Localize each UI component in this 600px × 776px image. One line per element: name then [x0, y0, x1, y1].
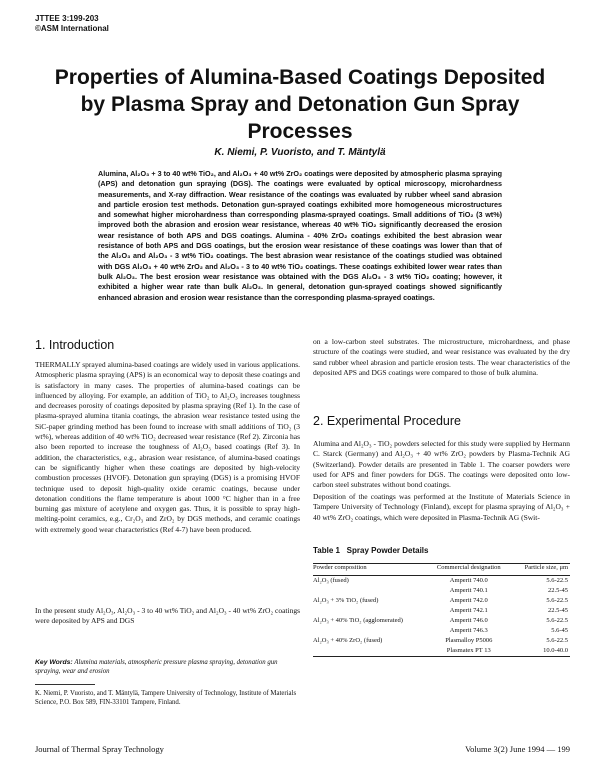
cell [313, 646, 421, 657]
footnote-divider [35, 684, 95, 685]
cell: 5.6-45 [551, 627, 568, 634]
table-caption [313, 546, 428, 555]
authors: K. Niemi, P. Vuoristo, and T. Mäntylä [214, 147, 386, 158]
cell: Plasmatex PT 13 [421, 646, 519, 657]
publisher: ©ASM International [35, 24, 109, 33]
footer-volume: Volume 3(2) June 1994 — 199 [465, 744, 570, 754]
cell: 5.6-22.5 [546, 577, 568, 584]
experimental-paragraph-2: Deposition of the coatings was performed at the Institute of Materials Science in Tampere University of Technology (Finland), except for plasma spraying of Al₂O₃ + 40 wt% ZrO₂ coatings, which were deposited in Plasma-Technik AG (Swit- [313, 492, 570, 522]
paper-title: Properties of Alumina-Based Coatings Deposited by Plasma Spray and Detonation Gun Spray Processes [54, 66, 546, 143]
intro-continued: on a low-carbon steel substrates. The microstructure, microhardness, and phase structure of the coatings were studied, and wear resistance was evaluated by the dry sand rubber wheel abrasion and particle erosion tests. The wear characteristics of the deposited APS and DGS coatings were compared to those of bulk alumina. [313, 337, 570, 377]
cell: Amperit 742.0 [449, 597, 488, 604]
cell: Plasmalloy P5006 [445, 637, 493, 644]
cell: Al₂O₃ + 40% TiO₂ (agglomerated) [313, 617, 403, 624]
header-designation: Commercial designation [421, 564, 519, 576]
cell: 5.6-22.5 [546, 617, 568, 624]
table-row [313, 606, 570, 616]
table-row [313, 636, 570, 646]
cell: Al₂O₃ (fused) [313, 577, 349, 584]
table-title: Spray Powder Details [346, 546, 429, 555]
journal-header [35, 14, 109, 34]
intro-paragraph-1: THERMALLY sprayed alumina-based coatings are widely used in various applications. Atmospheric plasma spraying (APS) is an economical way to deposit these coatings and is satisfactory in many cases. The properties of alumina-based coatings can be influenced by alloying. For example, an addition of TiO₂ to Al₂O₃ increases toughness and decreases porosity of coatings deposited by plasma spraying (Ref 1). In the case of plasma-sprayed alumina titania coatings, the abrasion wear resistance tested using the SiC-paper grinding method has been found to increase with small additions of TiO₂ (3 wt%), whereas addition of 40 wt% TiO₂ decreased wear resistance (Ref 2). Zirconia has also been reported to increase the toughness of Al₂O₃ based coatings (Ref 3). In addition, the characteristics, e.g., abrasion wear resistance, of alumina-based coatings can be significantly higher when these coatings are deposited by high-velocity combustion processes (HVOF). Detonation gun spraying (DGS) is a promising HVOF technique used to deposit high-quality oxide ceramic coatings, because under detonation conditions the flame temperature is about 1000 °C higher than in a free burning gas mixture of acetylene and oxygen gas. Thus, it is possible to spray high-melting-point ceramics, e.g., Cr₂O₃ and ZrO₂ by DGS methods, and ceramic coatings with extremely good wear characteristics (Ref 4-7) have been produced. [35, 360, 300, 534]
cell [313, 626, 421, 636]
table-row [313, 586, 570, 596]
table-row [313, 626, 570, 636]
cell: Amperit 740.1 [449, 587, 488, 594]
cell: 5.6-22.5 [546, 637, 568, 644]
cell: Al₂O₃ + 40% ZrO₂ (fused) [313, 637, 383, 644]
table-row [313, 616, 570, 626]
footer-journal: Journal of Thermal Spray Technology [35, 744, 164, 754]
table-row [313, 576, 570, 587]
journal-code: JTTEE 3:199-203 [35, 14, 99, 23]
section-heading-introduction: 1. Introduction [35, 338, 115, 352]
cell: Al₂O₃ + 3% TiO₂ (fused) [313, 597, 379, 604]
cell: 5.6-22.5 [546, 597, 568, 604]
keywords-text: Alumina materials, atmospheric pressure plasma spraying, detonation gun spraying, wear and erosion [35, 659, 278, 675]
abstract: Alumina, Al₂O₃ + 3 to 40 wt% TiO₂, and Al₂O₃ + 40 wt% ZrO₂ coatings were deposited by atmospheric plasma spraying (APS) and detonation gun spraying (DGS). The coatings were evaluated by optical microscopy, microhardness measurements, and X-ray diffraction. Wear resistance of the coatings was evaluated by rubber wheel sand abrasion and particle erosion test methods. Detonation gun-sprayed coatings exhibited more homogeneous microstructures and somewhat higher microhardness than corresponding plasma-sprayed coatings. Small additions of TiO₂ (3 wt%) improved both the abrasion and erosion wear resistance, whereas 40 wt% TiO₂ significantly decreased the erosion wear resistance of both APS and DGS coatings. Alumina - 40% ZrO₂ coatings exhibited the best abrasion wear resistance of both APS and DGS coatings, but the erosion wear resistance of these coatings was lower than that of the Al₂O₃ and Al₂O₃ - 3 wt% TiO₂ coatings. The best abrasion wear resistance of the coatings studied was obtained with DGS Al₂O₃ + 40 wt% ZrO₂ and Al₂O₃ - 3 to 40 wt% TiO₂ coatings. These coatings exhibited lower wear rates than bulk Al₂O₃. The best erosion wear resistance was obtained with the DGS Al₂O₃ - 3 wt% TiO₂ coating; however, it exhibited a higher wear rate than bulk Al₂O₃. In general, detonation gun-sprayed coatings showed significantly enhanced abrasion and erosion wear resistance than the corresponding plasma-sprayed coatings. [98, 169, 502, 302]
cell: Amperit 746.3 [449, 627, 488, 634]
powder-table [313, 563, 570, 657]
cell: Amperit 742.1 [449, 607, 488, 614]
keywords-label: Key Words: [35, 659, 73, 666]
intro-paragraph-2: In the present study Al₂O₃, Al₂O₃ - 3 to 40 wt% TiO₂ and Al₂O₃ - 40 wt% ZrO₂ coatings were deposited by APS and DGS [35, 606, 300, 626]
experimental-paragraph-1: Alumina and Al₂O₃ - TiO₂ powders selected for this study were supplied by Hermann C. Starck (Germany) and Al₂O₃ + 40 wt% ZrO₂ powders by Plasma-Technik AG (Switzerland). Powder details are presented in Table 1. The coarser powders were used for APS and finer powders for DGS. The coatings were deposited onto low-carbon steel substrates without bond coatings. [313, 439, 570, 490]
header-powder: Powder composition [313, 564, 421, 576]
cell [313, 606, 421, 616]
cell: Amperit 740.0 [449, 577, 488, 584]
cell: Amperit 746.0 [449, 617, 488, 624]
section-heading-experimental: 2. Experimental Procedure [313, 414, 461, 428]
cell [313, 586, 421, 596]
header-size: Particle size, μm [519, 564, 570, 576]
cell: 22.5-45 [547, 587, 568, 594]
table-row [313, 646, 570, 657]
table-label: Table 1 [313, 546, 340, 555]
keywords [35, 658, 300, 676]
affiliation: K. Niemi, P. Vuoristo, and T. Mäntylä, Tampere University of Technology, Institute of Materials Science, P.O. Box 589, FIN-33101 Tampere, Finland. [35, 690, 297, 706]
table-header-row [313, 564, 570, 576]
table-row [313, 596, 570, 606]
cell: 10.0-40.0 [519, 646, 570, 657]
cell: 22.5-45 [547, 607, 568, 614]
